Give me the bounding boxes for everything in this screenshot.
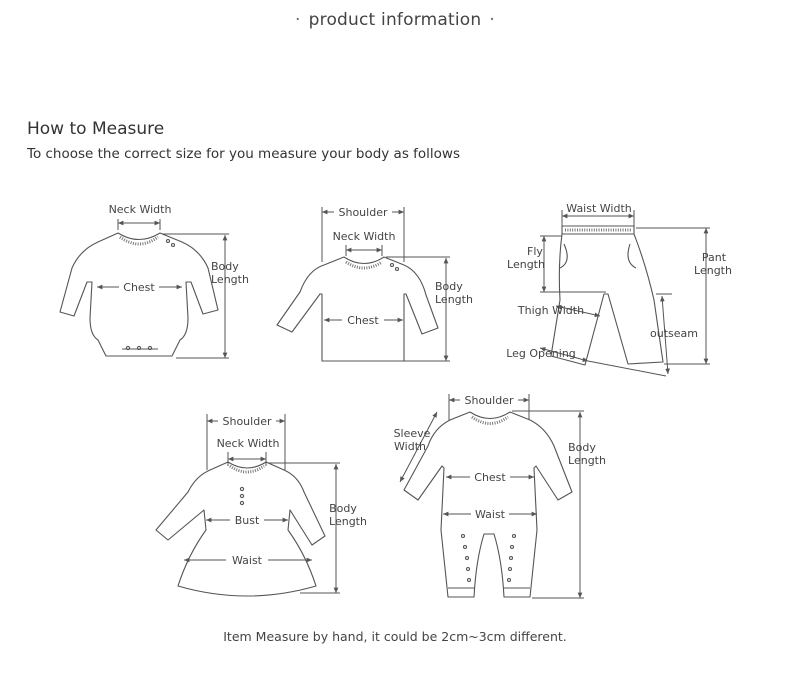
pants-outseam-label: outseam	[650, 327, 698, 340]
shirt-diagram	[277, 205, 473, 361]
pants-fly-length-label-2: Length	[507, 258, 545, 271]
pants-leg-opening-label: Leg Opening	[506, 347, 576, 360]
pants-outline	[551, 234, 663, 365]
bodysuit-outline	[60, 233, 218, 356]
romper-sleeve-width-label-1: Sleeve	[393, 427, 431, 440]
bodysuit-body-length-label-1: Body	[211, 260, 239, 273]
romper-diagram	[394, 393, 606, 598]
romper-waist-label: Waist	[474, 508, 506, 521]
dress-diagram	[156, 414, 367, 596]
shirt-body-length-label-1: Body	[435, 280, 463, 293]
shirt-outline	[277, 257, 438, 361]
romper-chest-label: Chest	[474, 471, 506, 484]
pants-waist-width-label: Waist Width	[566, 202, 632, 215]
pants-thigh-width-label: Thigh Width	[517, 304, 585, 317]
pants-fly-length-label-1: Fly	[527, 245, 543, 258]
shirt-neck-width-label: Neck Width	[332, 230, 396, 243]
pants-diagram	[506, 202, 732, 376]
dress-body-length-label-1: Body	[329, 502, 357, 515]
dress-neck-width-label: Neck Width	[216, 437, 280, 450]
dress-waist-label: Waist	[231, 554, 263, 567]
romper-shoulder-label: Shoulder	[464, 394, 514, 407]
dress-bust-label: Bust	[234, 514, 260, 527]
dress-shoulder-label: Shoulder	[222, 415, 272, 428]
guide-subtitle: To choose the correct size for you measure your body as follows	[27, 146, 460, 162]
romper-body-length-label-2: Length	[568, 454, 606, 467]
dress-body-length-label-2: Length	[329, 515, 367, 528]
header-title: product information	[308, 10, 482, 30]
shirt-shoulder-label: Shoulder	[338, 206, 388, 219]
bodysuit-diagram	[60, 203, 249, 358]
measurement-note: Item Measure by hand, it could be 2cm~3cm different.	[223, 629, 567, 644]
pants-pant-length-label-2: Length	[694, 264, 732, 277]
romper-sleeve-width-label-2: Width	[394, 440, 426, 453]
shirt-body-length-label-2: Length	[435, 293, 473, 306]
dress-outline	[156, 462, 325, 596]
romper-body-length-label-1: Body	[568, 441, 596, 454]
pants-pant-length-label-1: Pant	[701, 251, 727, 264]
header-dot-left: ·	[295, 10, 301, 30]
bodysuit-chest-label: Chest	[123, 281, 155, 294]
header-dot-right: ·	[489, 10, 495, 30]
guide-title: How to Measure	[27, 119, 165, 139]
shirt-chest-label: Chest	[347, 314, 379, 327]
bodysuit-neck-width-label: Neck Width	[108, 203, 172, 216]
bodysuit-body-length-label-2: Length	[211, 273, 249, 286]
